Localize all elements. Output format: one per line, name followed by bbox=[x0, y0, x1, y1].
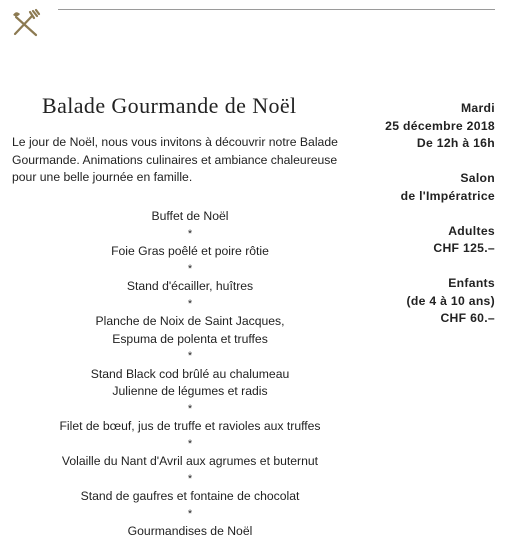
menu-item-line: Filet de bœuf, jus de truffe et ravioles aux truffes bbox=[59, 419, 321, 433]
event-time: De 12h à 16h bbox=[416, 136, 495, 150]
crossed-utensils-logo-icon bbox=[10, 8, 42, 38]
menu-separator: * bbox=[187, 472, 193, 485]
spacer bbox=[335, 153, 495, 171]
event-info bbox=[335, 100, 495, 328]
menu-separator: * bbox=[187, 437, 193, 450]
menu-item bbox=[0, 208, 380, 226]
adults-label: Adultes bbox=[448, 223, 495, 238]
menu-item-line: Julienne de légumes et radis bbox=[112, 384, 268, 398]
menu-item-line: Planche de Noix de Saint Jacques, bbox=[95, 314, 285, 328]
menu-separator: * bbox=[187, 262, 193, 275]
menu-item bbox=[0, 523, 380, 541]
venue-line-1: Salon bbox=[460, 171, 495, 185]
children-price: CHF 60.– bbox=[440, 311, 495, 325]
intro-paragraph: Le jour de Noël, nous vous invitons à découvrir notre Balade Gourmande. Animations culinaires et ambiance chaleureuse pour une belle journée en famille. bbox=[12, 135, 338, 184]
menu-item-line: Foie Gras poêlé et poire rôtie bbox=[111, 244, 269, 258]
menu-item bbox=[0, 418, 380, 436]
spacer bbox=[335, 258, 495, 276]
menu-item-line: Stand de gaufres et fontaine de chocolat bbox=[80, 489, 300, 503]
children-label: Enfants bbox=[448, 276, 495, 290]
event-date: 25 décembre 2018 bbox=[385, 118, 495, 133]
menu-item bbox=[0, 488, 380, 506]
menu-separator: * bbox=[187, 350, 193, 362]
menu-item-line: Buffet de Noël bbox=[151, 209, 229, 223]
menu-item-line: Stand d'écailler, huîtres bbox=[126, 279, 254, 293]
menu-item-line: Stand Black cod brûlé au chalumeau bbox=[90, 366, 290, 381]
menu-item bbox=[0, 278, 380, 296]
menu-list bbox=[0, 208, 380, 541]
menu-item bbox=[0, 313, 380, 348]
spacer bbox=[335, 205, 495, 223]
menu-item bbox=[0, 453, 380, 471]
menu-separator: * bbox=[187, 227, 193, 240]
event-day: Mardi bbox=[460, 101, 495, 115]
children-ages: (de 4 à 10 ans) bbox=[406, 293, 495, 308]
menu-item bbox=[0, 366, 380, 401]
menu-separator: * bbox=[187, 507, 193, 520]
menu-separator: * bbox=[187, 402, 193, 415]
adults-price: CHF 125.– bbox=[433, 241, 495, 255]
menu-item bbox=[0, 243, 380, 261]
menu-item-line: Volaille du Nant d'Avril aux agrumes et buternut bbox=[61, 454, 319, 468]
page-title: Balade Gourmande de Noël bbox=[42, 93, 297, 118]
top-divider bbox=[58, 9, 495, 10]
menu-separator: * bbox=[187, 297, 193, 310]
menu-item-line: Gourmandises de Noël bbox=[127, 524, 253, 538]
venue-line-2: de l'Impératrice bbox=[400, 188, 495, 203]
menu-item-line: Espuma de polenta et truffes bbox=[112, 331, 268, 346]
